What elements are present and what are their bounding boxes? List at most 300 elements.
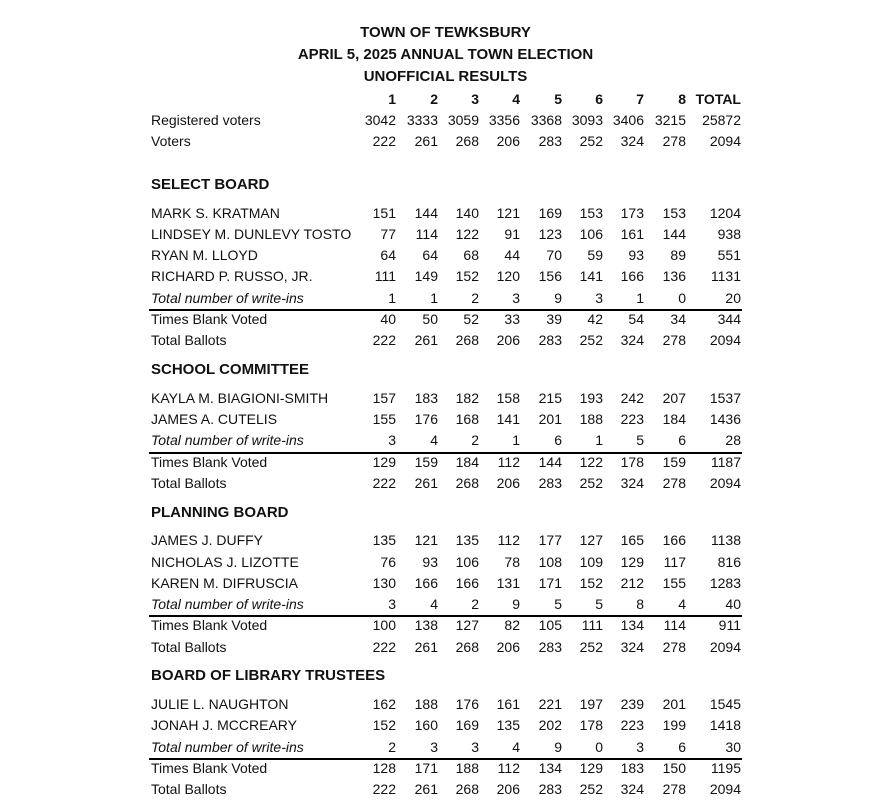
result-row	[0, 390, 891, 411]
vote-count: 212	[620, 575, 644, 591]
vote-count: 223	[620, 411, 644, 427]
vote-count: 105	[538, 617, 562, 633]
vote-count: 121	[414, 532, 438, 548]
vote-count: 141	[579, 268, 603, 284]
vote-count: 8	[636, 596, 644, 612]
vote-count: 162	[372, 696, 396, 712]
row-label: JAMES J. DUFFY	[151, 532, 264, 548]
vote-count: 166	[455, 575, 479, 591]
summary-cell: 3093	[571, 112, 603, 128]
vote-count: 152	[455, 268, 479, 284]
vote-count: 206	[496, 639, 520, 655]
result-row	[0, 411, 891, 432]
row-label: NICHOLAS J. LIZOTTE	[151, 554, 299, 570]
vote-count: 184	[662, 411, 686, 427]
vote-count: 184	[455, 454, 479, 470]
vote-count: 278	[662, 332, 686, 348]
vote-count: 199	[662, 717, 686, 733]
vote-count: 9	[512, 596, 520, 612]
vote-count: 4	[430, 432, 438, 448]
vote-count: 93	[422, 554, 438, 570]
vote-count: 1545	[709, 696, 741, 712]
vote-count: 1283	[709, 575, 741, 591]
divider-line	[149, 615, 742, 617]
vote-count: 70	[546, 247, 562, 263]
summary-cell: 3215	[654, 112, 686, 128]
vote-count: 324	[620, 475, 644, 491]
column-header: 7	[636, 91, 644, 107]
vote-count: 4	[512, 739, 520, 755]
summary-cell: 261	[414, 133, 438, 149]
row-label: KAREN M. DIFRUSCIA	[151, 575, 299, 591]
vote-count: 44	[504, 247, 520, 263]
vote-count: 3	[512, 290, 520, 306]
vote-count: 3	[388, 596, 396, 612]
vote-count: 40	[380, 311, 396, 327]
vote-count: 1187	[710, 454, 741, 470]
row-label: Times Blank Voted	[151, 760, 268, 776]
section-header	[0, 667, 891, 688]
vote-count: 2	[471, 596, 479, 612]
vote-count: 135	[455, 532, 479, 548]
vote-count: 155	[372, 411, 396, 427]
vote-count: 42	[587, 311, 603, 327]
vote-count: 64	[422, 247, 438, 263]
vote-count: 201	[662, 696, 686, 712]
vote-count: 136	[662, 268, 686, 284]
vote-count: 59	[587, 247, 603, 263]
vote-count: 1	[388, 290, 396, 306]
row-label: MARK S. KRATMAN	[151, 205, 280, 221]
vote-count: 1138	[710, 532, 741, 548]
summary-label: Registered voters	[151, 112, 261, 128]
vote-count: 129	[372, 454, 396, 470]
result-row	[0, 454, 891, 475]
vote-count: 344	[717, 311, 741, 327]
row-label: RICHARD P. RUSSO, JR.	[151, 268, 313, 284]
title-election: APRIL 5, 2025 ANNUAL TOWN ELECTION	[297, 46, 594, 63]
row-label: Total Ballots	[151, 781, 227, 797]
vote-count: 268	[455, 332, 479, 348]
summary-cell: 268	[455, 133, 479, 149]
vote-count: 0	[595, 739, 603, 755]
vote-count: 178	[620, 454, 644, 470]
vote-count: 33	[504, 311, 520, 327]
vote-count: 5	[636, 432, 644, 448]
vote-count: 134	[538, 760, 562, 776]
vote-count: 108	[538, 554, 562, 570]
vote-count: 144	[414, 205, 438, 221]
vote-count: 166	[620, 268, 644, 284]
vote-count: 77	[380, 226, 396, 242]
vote-count: 93	[628, 247, 644, 263]
vote-count: 6	[678, 432, 686, 448]
vote-count: 114	[415, 226, 438, 242]
result-row	[0, 311, 891, 332]
vote-count: 188	[414, 696, 438, 712]
vote-count: 242	[620, 390, 644, 406]
vote-count: 206	[496, 332, 520, 348]
section-title: SCHOOL COMMITTEE	[151, 361, 310, 378]
vote-count: 3	[636, 739, 644, 755]
row-label: Total Ballots	[151, 639, 227, 655]
vote-count: 159	[662, 454, 686, 470]
vote-count: 177	[538, 532, 562, 548]
vote-count: 278	[662, 475, 686, 491]
row-label: Total Ballots	[151, 332, 227, 348]
vote-count: 261	[414, 639, 438, 655]
result-row	[0, 554, 891, 575]
result-row	[0, 475, 891, 496]
vote-count: 100	[372, 617, 396, 633]
result-row	[0, 617, 891, 638]
section-title: PLANNING BOARD	[151, 504, 289, 521]
vote-count: 551	[717, 247, 741, 263]
vote-count: 122	[455, 226, 479, 242]
row-label: KAYLA M. BIAGIONI-SMITH	[151, 390, 329, 406]
vote-count: 6	[678, 739, 686, 755]
vote-count: 106	[579, 226, 603, 242]
vote-count: 166	[662, 532, 686, 548]
vote-count: 1131	[710, 268, 741, 284]
vote-count: 9	[554, 739, 562, 755]
vote-count: 207	[662, 390, 686, 406]
vote-count: 221	[538, 696, 562, 712]
vote-count: 111	[581, 617, 603, 633]
divider-line	[149, 452, 742, 454]
section-header	[0, 504, 891, 525]
vote-count: 112	[497, 532, 520, 548]
row-label: Total number of write-ins	[151, 596, 304, 612]
vote-count: 1	[595, 432, 603, 448]
result-row	[0, 332, 891, 353]
vote-count: 5	[595, 596, 603, 612]
vote-count: 169	[455, 717, 479, 733]
vote-count: 222	[372, 475, 396, 491]
vote-count: 283	[538, 332, 562, 348]
vote-count: 4	[678, 596, 686, 612]
summary-cell: 3368	[530, 112, 562, 128]
result-row	[0, 781, 891, 802]
vote-count: 188	[579, 411, 603, 427]
vote-count: 222	[372, 332, 396, 348]
column-header: 2	[430, 91, 438, 107]
result-row	[0, 575, 891, 596]
vote-count: 252	[579, 332, 603, 348]
result-row	[0, 205, 891, 226]
row-label: Times Blank Voted	[151, 617, 268, 633]
summary-cell: 3042	[364, 112, 396, 128]
row-label: JONAH J. MCCREARY	[151, 717, 297, 733]
vote-count: 120	[496, 268, 520, 284]
column-header: 6	[595, 91, 603, 107]
vote-count: 2094	[709, 475, 741, 491]
vote-count: 153	[662, 205, 686, 221]
vote-count: 78	[504, 554, 520, 570]
vote-count: 159	[414, 454, 438, 470]
column-header: 5	[554, 91, 562, 107]
vote-count: 324	[620, 332, 644, 348]
row-label: Times Blank Voted	[151, 454, 268, 470]
vote-count: 2	[471, 432, 479, 448]
vote-count: 1537	[709, 390, 741, 406]
vote-count: 2	[388, 739, 396, 755]
vote-count: 114	[663, 617, 686, 633]
summary-cell: 278	[662, 133, 686, 149]
row-label: JAMES A. CUTELIS	[151, 411, 278, 427]
row-label: Total number of write-ins	[151, 739, 304, 755]
vote-count: 141	[496, 411, 520, 427]
vote-count: 150	[662, 760, 686, 776]
row-label: JULIE L. NAUGHTON	[151, 696, 289, 712]
vote-count: 324	[620, 781, 644, 797]
vote-count: 30	[725, 739, 741, 755]
vote-count: 2094	[709, 332, 741, 348]
vote-count: 1418	[709, 717, 741, 733]
vote-count: 34	[670, 311, 686, 327]
vote-count: 166	[414, 575, 438, 591]
vote-count: 182	[455, 390, 479, 406]
vote-count: 153	[579, 205, 603, 221]
vote-count: 4	[430, 596, 438, 612]
vote-count: 111	[374, 268, 396, 284]
vote-count: 152	[372, 717, 396, 733]
vote-count: 127	[455, 617, 479, 633]
vote-count: 261	[414, 332, 438, 348]
vote-count: 52	[463, 311, 479, 327]
vote-count: 168	[455, 411, 479, 427]
vote-count: 109	[579, 554, 603, 570]
vote-count: 28	[725, 432, 741, 448]
vote-count: 68	[463, 247, 479, 263]
section-title: BOARD OF LIBRARY TRUSTEES	[151, 667, 386, 684]
vote-count: 50	[422, 311, 438, 327]
write-ins-row	[0, 432, 891, 453]
divider-line	[149, 758, 742, 760]
vote-count: 106	[455, 554, 479, 570]
summary-cell: 252	[579, 133, 603, 149]
summary-row	[0, 112, 891, 133]
vote-count: 152	[579, 575, 603, 591]
column-header: 4	[512, 91, 520, 107]
vote-count: 278	[662, 639, 686, 655]
result-row	[0, 639, 891, 660]
vote-count: 268	[455, 781, 479, 797]
row-label: RYAN M. LLOYD	[151, 247, 258, 263]
vote-count: 160	[414, 717, 438, 733]
vote-count: 252	[579, 781, 603, 797]
vote-count: 128	[372, 760, 396, 776]
vote-count: 6	[554, 432, 562, 448]
vote-count: 138	[414, 617, 438, 633]
vote-count: 261	[414, 781, 438, 797]
vote-count: 261	[414, 475, 438, 491]
vote-count: 171	[414, 760, 438, 776]
vote-count: 188	[455, 760, 479, 776]
row-label: Times Blank Voted	[151, 311, 268, 327]
vote-count: 127	[579, 532, 603, 548]
result-row	[0, 760, 891, 781]
vote-count: 283	[538, 639, 562, 655]
vote-count: 64	[380, 247, 396, 263]
vote-count: 1195	[710, 760, 741, 776]
vote-count: 40	[725, 596, 741, 612]
summary-cell: 3059	[447, 112, 479, 128]
vote-count: 173	[620, 205, 644, 221]
vote-count: 222	[372, 639, 396, 655]
vote-count: 2094	[709, 781, 741, 797]
vote-count: 183	[414, 390, 438, 406]
vote-count: 130	[372, 575, 396, 591]
vote-count: 193	[579, 390, 603, 406]
write-ins-row	[0, 739, 891, 760]
summary-cell: 206	[496, 133, 520, 149]
vote-count: 20	[725, 290, 741, 306]
vote-count: 135	[496, 717, 520, 733]
column-header: 3	[471, 91, 479, 107]
vote-count: 938	[717, 226, 741, 242]
vote-count: 252	[579, 639, 603, 655]
summary-cell: 222	[372, 133, 396, 149]
row-label: Total Ballots	[151, 475, 227, 491]
vote-count: 201	[538, 411, 562, 427]
summary-cell: 3333	[406, 112, 438, 128]
vote-count: 135	[372, 532, 396, 548]
vote-count: 91	[504, 226, 520, 242]
row-label: Total number of write-ins	[151, 290, 304, 306]
vote-count: 140	[455, 205, 479, 221]
vote-count: 129	[579, 760, 603, 776]
vote-count: 0	[678, 290, 686, 306]
vote-count: 89	[670, 247, 686, 263]
vote-count: 112	[497, 760, 520, 776]
vote-count: 3	[471, 739, 479, 755]
summary-cell: 25872	[702, 112, 741, 128]
vote-count: 161	[620, 226, 644, 242]
vote-count: 3	[388, 432, 396, 448]
summary-cell: 3406	[612, 112, 644, 128]
vote-count: 2	[471, 290, 479, 306]
vote-count: 3	[595, 290, 603, 306]
vote-count: 197	[579, 696, 603, 712]
vote-count: 171	[538, 575, 562, 591]
summary-cell: 324	[620, 133, 644, 149]
vote-count: 278	[662, 781, 686, 797]
vote-count: 158	[496, 390, 520, 406]
vote-count: 155	[662, 575, 686, 591]
vote-count: 176	[455, 696, 479, 712]
result-row	[0, 247, 891, 268]
vote-count: 3	[430, 739, 438, 755]
result-row	[0, 717, 891, 738]
vote-count: 157	[372, 390, 396, 406]
vote-count: 1	[430, 290, 438, 306]
vote-count: 54	[628, 311, 644, 327]
vote-count: 202	[538, 717, 562, 733]
vote-count: 161	[496, 696, 520, 712]
vote-count: 156	[538, 268, 562, 284]
vote-count: 1	[636, 290, 644, 306]
summary-label: Voters	[151, 133, 191, 149]
vote-count: 176	[414, 411, 438, 427]
vote-count: 183	[620, 760, 644, 776]
result-row	[0, 532, 891, 553]
vote-count: 268	[455, 639, 479, 655]
vote-count: 816	[717, 554, 741, 570]
title-status: UNOFFICIAL RESULTS	[363, 68, 528, 85]
title-town: TOWN OF TEWKSBURY	[360, 24, 531, 41]
vote-count: 112	[497, 454, 520, 470]
column-header: 1	[388, 91, 396, 107]
vote-count: 283	[538, 475, 562, 491]
vote-count: 39	[546, 311, 562, 327]
summary-cell: 283	[538, 133, 562, 149]
vote-count: 252	[579, 475, 603, 491]
row-label: LINDSEY M. DUNLEVY TOSTO	[151, 226, 352, 242]
result-row	[0, 696, 891, 717]
divider-line	[149, 309, 742, 311]
vote-count: 149	[414, 268, 438, 284]
vote-count: 1436	[709, 411, 741, 427]
vote-count: 206	[496, 475, 520, 491]
vote-count: 223	[620, 717, 644, 733]
vote-count: 324	[620, 639, 644, 655]
write-ins-row	[0, 290, 891, 311]
vote-count: 222	[372, 781, 396, 797]
vote-count: 117	[663, 554, 686, 570]
column-header-row	[0, 91, 891, 112]
vote-count: 134	[620, 617, 644, 633]
vote-count: 165	[620, 532, 644, 548]
write-ins-row	[0, 596, 891, 617]
vote-count: 911	[718, 617, 741, 633]
vote-count: 9	[554, 290, 562, 306]
vote-count: 122	[579, 454, 603, 470]
vote-count: 129	[620, 554, 644, 570]
vote-count: 121	[496, 205, 520, 221]
vote-count: 239	[620, 696, 644, 712]
row-label: Total number of write-ins	[151, 432, 304, 448]
section-header	[0, 361, 891, 382]
section-title: SELECT BOARD	[151, 176, 270, 193]
column-header: 8	[678, 91, 686, 107]
vote-count: 144	[538, 454, 562, 470]
vote-count: 82	[504, 617, 520, 633]
vote-count: 268	[455, 475, 479, 491]
vote-count: 206	[496, 781, 520, 797]
result-row	[0, 226, 891, 247]
vote-count: 123	[538, 226, 562, 242]
vote-count: 5	[554, 596, 562, 612]
summary-row	[0, 133, 891, 154]
summary-cell: 2094	[709, 133, 741, 149]
vote-count: 1204	[709, 205, 741, 221]
result-row	[0, 268, 891, 289]
vote-count: 151	[372, 205, 396, 221]
summary-cell: 3356	[488, 112, 520, 128]
vote-count: 131	[496, 575, 520, 591]
column-header: TOTAL	[695, 91, 741, 107]
vote-count: 76	[380, 554, 396, 570]
vote-count: 2094	[709, 639, 741, 655]
vote-count: 178	[579, 717, 603, 733]
section-header	[0, 176, 891, 197]
vote-count: 144	[662, 226, 686, 242]
vote-count: 169	[538, 205, 562, 221]
vote-count: 1	[512, 432, 520, 448]
vote-count: 215	[538, 390, 562, 406]
vote-count: 283	[538, 781, 562, 797]
